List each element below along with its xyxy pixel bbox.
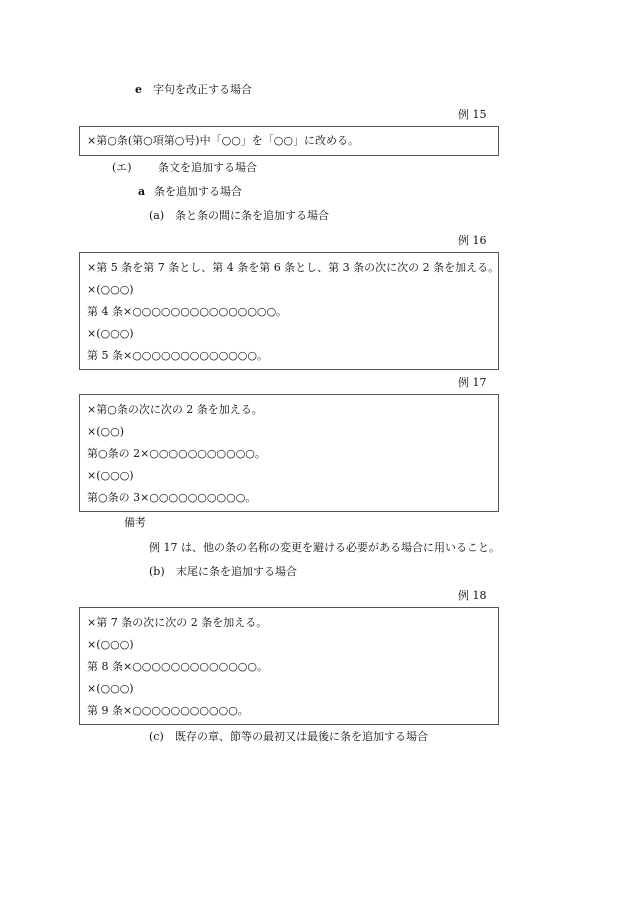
remarks-text: 例 17 は、他の条の名称の変更を避ける必要がある場合に用いること。 [149, 541, 500, 554]
example-16-line: ×(○○○) [87, 327, 134, 340]
example-18-line: ×(○○○) [87, 682, 134, 695]
example-16-line: ×第 5 条を第 7 条とし、第 4 条を第 6 条とし、第 3 条の次に次の 2 条を加える。 [87, 261, 500, 274]
heading-c-label: (c) [149, 730, 164, 743]
example-16-label: 例 16 [458, 234, 487, 247]
example-17-line: 第○条の 2×○○○○○○○○○○○。 [87, 447, 266, 460]
heading-a1-text: 条と条の間に条を追加する場合 [175, 209, 329, 222]
heading-a-label: a [138, 185, 146, 198]
heading-b-text: 末尾に条を追加する場合 [176, 565, 297, 578]
example-16-line: 第 4 条×○○○○○○○○○○○○○○○。 [87, 305, 288, 318]
example-16-box [79, 252, 499, 370]
example-18-line: 第 9 条×○○○○○○○○○○○。 [87, 704, 249, 717]
example-18-label: 例 18 [458, 589, 487, 602]
example-15-line: ×第○条(第○項第○号)中「○○」を「○○」に改める。 [87, 134, 359, 147]
example-17-line: ×(○○) [87, 425, 124, 438]
example-15-box [79, 126, 499, 156]
heading-eo-label: (エ) [112, 161, 132, 174]
heading-b-label: (b) [149, 565, 165, 578]
heading-eo-text: 条文を追加する場合 [158, 161, 257, 174]
example-18-line: 第 8 条×○○○○○○○○○○○○○。 [87, 660, 268, 673]
example-18-box [79, 607, 499, 725]
example-16-line: ×(○○○) [87, 283, 134, 296]
example-17-line: ×第○条の次に次の 2 条を加える。 [87, 403, 263, 416]
heading-a-text: 条を追加する場合 [154, 185, 242, 198]
heading-c-text: 既存の章、節等の最初又は最後に条を追加する場合 [175, 730, 428, 743]
heading-e-text: 字句を改正する場合 [153, 83, 252, 96]
example-18-line: ×第 7 条の次に次の 2 条を加える。 [87, 616, 268, 629]
example-17-line: 第○条の 3×○○○○○○○○○○。 [87, 491, 257, 504]
example-17-line: ×(○○○) [87, 469, 134, 482]
heading-a1-label: (a) [149, 209, 165, 222]
example-18-line: ×(○○○) [87, 638, 134, 651]
example-17-box [79, 394, 499, 512]
remarks-title: 備考 [124, 516, 146, 529]
heading-e-label: e [135, 83, 142, 96]
example-16-line: 第 5 条×○○○○○○○○○○○○○。 [87, 349, 268, 362]
example-15-label: 例 15 [458, 108, 487, 121]
example-17-label: 例 17 [458, 376, 487, 389]
